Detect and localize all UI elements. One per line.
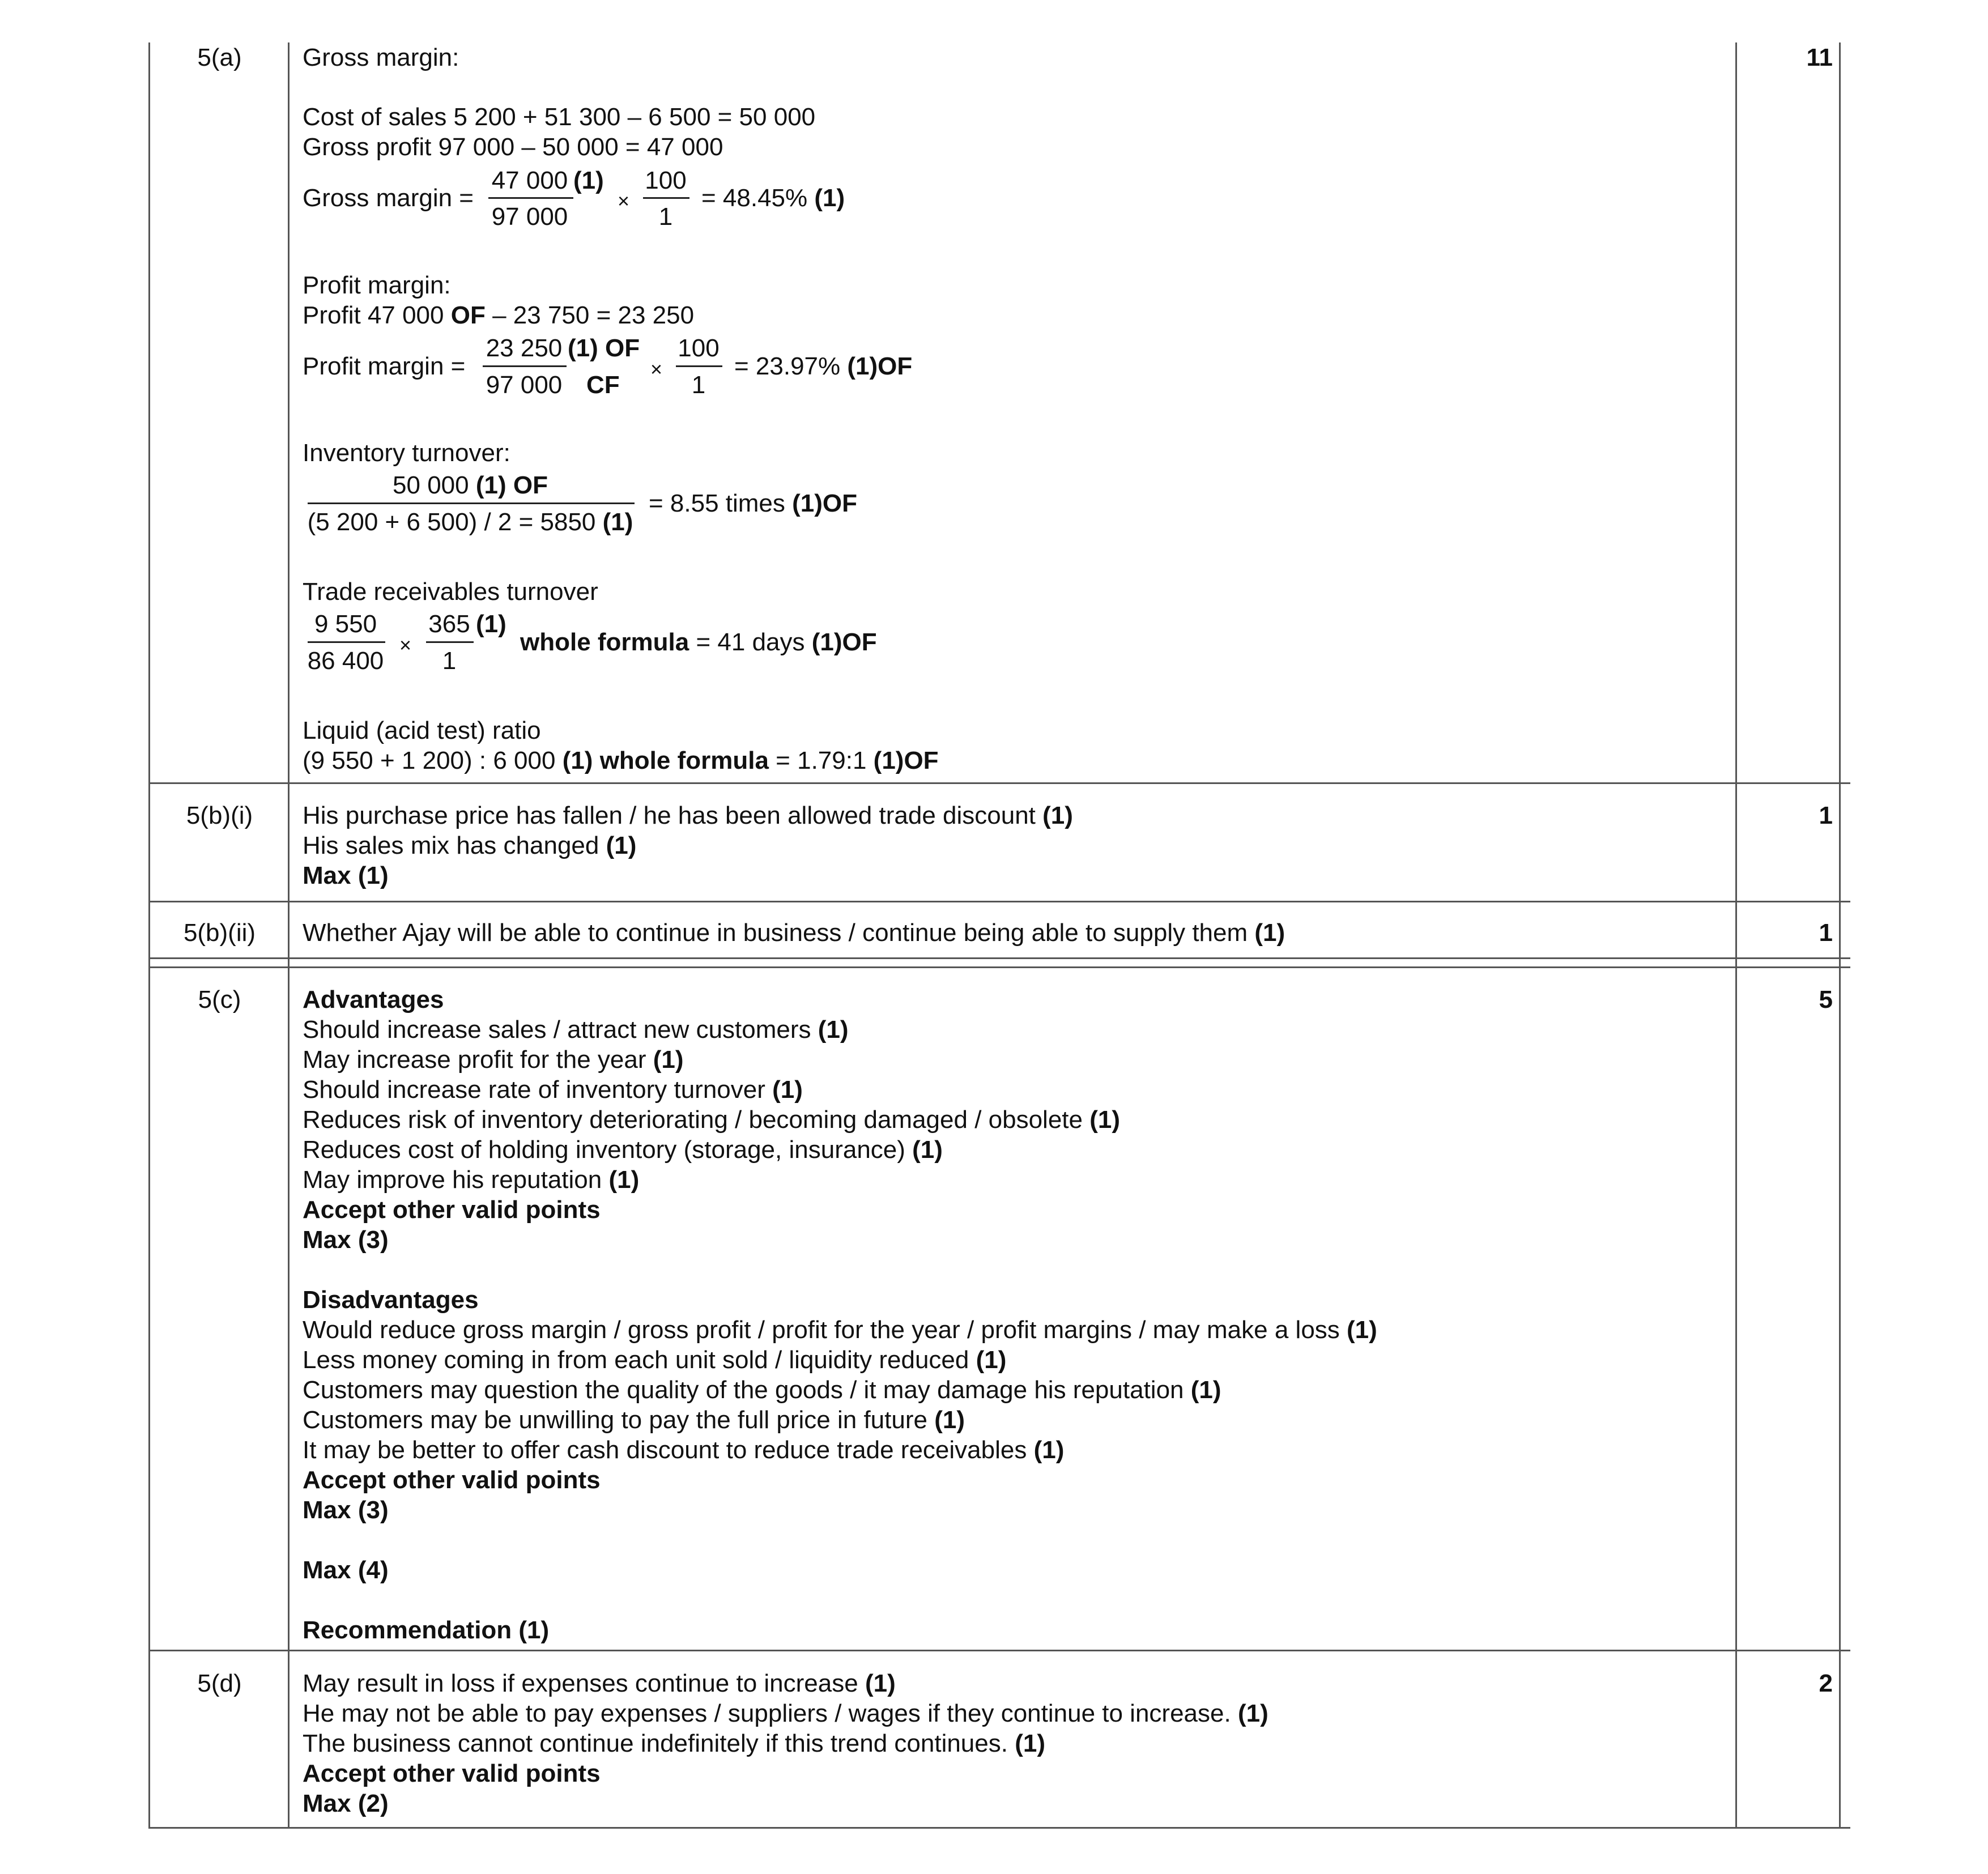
- it-result: [649, 488, 857, 518]
- answer-text: May increase profit for the year: [303, 1046, 646, 1074]
- mark-value: (1): [1347, 1316, 1377, 1344]
- answer-text: May improve his reputation: [303, 1166, 602, 1194]
- mark-value: (1): [1237, 1700, 1268, 1727]
- marks-value: 1: [1819, 802, 1833, 829]
- recommendation-line: [303, 1615, 1730, 1645]
- col-divider-right: [1839, 42, 1841, 1829]
- mark-value: (1): [1042, 802, 1073, 829]
- gm-denominator: 97 000: [491, 203, 568, 231]
- max-text: Max (2): [303, 1790, 389, 1817]
- lr-formula: (9 550 + 1 200) : 6 000: [303, 747, 556, 774]
- answer-text: Customers may be unwilling to pay the full price in future: [303, 1406, 927, 1434]
- max-text: Max (4): [303, 1556, 389, 1584]
- it-numerator-value: 50 000: [393, 471, 469, 499]
- tr-whole-formula: whole formula: [520, 628, 689, 656]
- tr-denominator-2: 1: [442, 647, 457, 675]
- gm-result: [701, 183, 845, 213]
- mark-value: (1): [818, 1016, 849, 1044]
- pm-result: [734, 351, 912, 381]
- pm-denominator: 97 000: [486, 371, 563, 399]
- answer-text: Should increase sales / attract new customers: [303, 1016, 811, 1044]
- answer-text: Whether Ajay will be able to continue in business / continue being able to supply them: [303, 919, 1248, 947]
- list-item: [303, 1315, 1730, 1345]
- list-item: [303, 1135, 1730, 1165]
- pm-numerator-2: 100: [678, 334, 720, 362]
- answer-text: Would reduce gross margin / gross profit / profit for the year / profit margins / may make a loss: [303, 1316, 1340, 1344]
- gm-result-value: = 48.45%: [701, 184, 808, 212]
- pm-denominator-mark: CF: [586, 371, 620, 399]
- question-number: 5(b)(i): [186, 802, 253, 829]
- tr-result-mark: (1)OF: [811, 628, 877, 656]
- mark-value: (1): [772, 1076, 803, 1104]
- mark-value: (1): [912, 1136, 943, 1164]
- list-item: [303, 1075, 1730, 1105]
- answer-line: [303, 800, 1730, 830]
- row-divider: [148, 901, 1850, 902]
- it-denominator-mark: (1): [602, 508, 633, 536]
- row-divider: [148, 782, 1850, 784]
- question-number: 5(c): [198, 986, 241, 1013]
- accept-line: [303, 1195, 1730, 1225]
- answer-line: [303, 830, 1730, 861]
- liquid-ratio-line: [303, 746, 939, 776]
- spacer: [303, 1525, 1730, 1555]
- mark-value: (1): [1254, 919, 1285, 947]
- spacer: [303, 1255, 1730, 1285]
- it-numerator: [306, 470, 635, 500]
- row-divider: [148, 957, 1850, 959]
- profit-margin-label: Profit margin:: [303, 271, 451, 299]
- mark-value: (1): [653, 1046, 684, 1074]
- marks-value: 2: [1819, 1669, 1833, 1697]
- mark-value: (1): [934, 1406, 965, 1434]
- answer-cell: [303, 985, 1730, 1645]
- answer-text: His sales mix has changed: [303, 832, 599, 859]
- pm-result-value: = 23.97%: [734, 352, 841, 380]
- mark-value: (1): [976, 1346, 1007, 1374]
- fraction-bar: [488, 197, 573, 199]
- lr-result-mark: (1)OF: [873, 747, 939, 774]
- fraction-bar: [483, 365, 567, 367]
- mark-value: (1): [865, 1669, 896, 1697]
- fraction-bar: [426, 641, 474, 643]
- max-line: [303, 1495, 1730, 1525]
- answer-cell: [303, 918, 1730, 948]
- marks-value: 5: [1819, 986, 1833, 1013]
- pm-denominator-2: 1: [691, 371, 706, 399]
- mark-value: (1): [608, 1166, 640, 1194]
- accept-line: [303, 1465, 1730, 1495]
- tr-result-value: = 41 days: [696, 628, 805, 656]
- answer-line: [303, 1728, 1730, 1758]
- col-divider-marks: [1735, 42, 1737, 1829]
- spacer: [303, 1585, 1730, 1615]
- trade-receivables-label: Trade receivables turnover: [303, 578, 598, 606]
- answer-line: [303, 1668, 1730, 1698]
- max-text: Max (3): [303, 1226, 389, 1254]
- it-result-value: = 8.55 times: [649, 489, 785, 517]
- tr-numerator: 9 550: [314, 610, 377, 638]
- it-numerator-mark: (1) OF: [475, 471, 548, 499]
- section-heading: [303, 1285, 1730, 1315]
- question-number: 5(d): [197, 1669, 242, 1697]
- question-number: 5(a): [197, 44, 242, 71]
- pm-numerator: 23 250: [486, 334, 563, 362]
- gm-prefix: Gross margin =: [303, 184, 474, 212]
- max-line: [303, 1555, 1730, 1585]
- answer-text: His purchase price has fallen / he has been allowed trade discount: [303, 802, 1036, 829]
- tr-denominator: 86 400: [307, 647, 384, 675]
- question-number: 5(b)(ii): [183, 919, 256, 947]
- mark-value: (1): [1089, 1106, 1121, 1134]
- answer-text: Should increase rate of inventory turnover: [303, 1076, 765, 1104]
- mark-value: (1): [1033, 1436, 1065, 1464]
- section-heading: [303, 985, 1730, 1015]
- mark-value: (1): [1015, 1730, 1045, 1757]
- inventory-turnover-label: Inventory turnover:: [303, 439, 510, 467]
- answer-cell: [303, 1668, 1730, 1818]
- answer-cell: [303, 800, 1730, 891]
- fraction-bar: [676, 365, 722, 367]
- answer-text: May result in loss if expenses continue to increase: [303, 1669, 858, 1697]
- list-item: [303, 1375, 1730, 1405]
- tr-result: [520, 627, 877, 657]
- tr-numerator-2: 365: [428, 610, 470, 638]
- max-text: Max (3): [303, 1496, 389, 1524]
- row-divider: [148, 966, 1850, 968]
- answer-line: [303, 918, 1730, 948]
- list-item: [303, 1045, 1730, 1075]
- list-item: [303, 1015, 1730, 1045]
- answer-text: The business cannot continue indefinitely if this trend continues.: [303, 1730, 1008, 1757]
- it-denominator-value: (5 200 + 6 500) / 2 = 5850: [307, 508, 596, 536]
- fraction-bar: [308, 641, 385, 643]
- answer-text: He may not be able to pay expenses / suppliers / wages if they continue to increase.: [303, 1700, 1231, 1727]
- disadvantages-heading: Disadvantages: [303, 1286, 479, 1314]
- list-item: [303, 1165, 1730, 1195]
- gm-denominator-2: 1: [658, 203, 673, 231]
- answer-text: Reduces risk of inventory deteriorating / becoming damaged / obsolete: [303, 1106, 1083, 1134]
- answer-line: [303, 1698, 1730, 1728]
- row-divider: [148, 1650, 1850, 1651]
- it-result-mark: (1)OF: [792, 489, 858, 517]
- accept-text: Accept other valid points: [303, 1466, 601, 1494]
- accept-text: Accept other valid points: [303, 1760, 601, 1787]
- times-symbol: ×: [650, 357, 663, 381]
- tr-numerator-2-mark: (1): [476, 610, 506, 638]
- gross-profit-line: Gross profit 97 000 – 50 000 = 47 000: [303, 133, 723, 161]
- advantages-heading: Advantages: [303, 986, 444, 1013]
- times-symbol: ×: [618, 189, 630, 212]
- fraction-bar: [308, 502, 635, 504]
- gm-numerator-mark: (1): [573, 167, 604, 194]
- liquid-ratio-label: Liquid (acid test) ratio: [303, 717, 541, 744]
- pm-numerator-mark: (1) OF: [568, 334, 640, 362]
- profit-of: OF: [450, 301, 486, 329]
- profit-line-a: Profit 47 000: [303, 301, 444, 329]
- accept-text: Accept other valid points: [303, 1196, 601, 1224]
- it-denominator: [306, 507, 635, 537]
- answer-text: Reduces cost of holding inventory (storage, insurance): [303, 1136, 905, 1164]
- cost-of-sales-line: Cost of sales 5 200 + 51 300 – 6 500 = 50 000: [303, 103, 816, 131]
- row-divider: [148, 1827, 1850, 1829]
- list-item: [303, 1435, 1730, 1465]
- list-item: [303, 1405, 1730, 1435]
- answer-text: Less money coming in from each unit sold / liquidity reduced: [303, 1346, 969, 1374]
- marks-value: 11: [1806, 44, 1833, 71]
- profit-line-b: – 23 750 = 23 250: [492, 301, 695, 329]
- mark-value: (1): [606, 832, 637, 859]
- answer-text: It may be better to offer cash discount to reduce trade receivables: [303, 1436, 1027, 1464]
- recommendation-text: Recommendation (1): [303, 1616, 550, 1644]
- max-line: [303, 861, 1730, 891]
- accept-line: [303, 1758, 1730, 1788]
- pm-prefix: Profit margin =: [303, 352, 466, 380]
- profit-line: [303, 300, 694, 330]
- max-line: [303, 1788, 1730, 1818]
- gross-margin-label: Gross margin:: [303, 44, 459, 71]
- marks-value: 1: [1819, 919, 1833, 947]
- answer-text: Customers may question the quality of the goods / it may damage his reputation: [303, 1376, 1184, 1404]
- fraction-bar: [643, 197, 689, 199]
- max-line: [303, 1225, 1730, 1255]
- times-symbol: ×: [399, 633, 412, 657]
- list-item: [303, 1345, 1730, 1375]
- gm-numerator: 47 000: [491, 167, 568, 194]
- lr-mark: (1) whole formula: [562, 747, 769, 774]
- mark-value: (1): [1190, 1376, 1221, 1404]
- list-item: [303, 1105, 1730, 1135]
- lr-result: = 1.79:1: [776, 747, 867, 774]
- gm-numerator-2: 100: [645, 167, 687, 194]
- max-text: Max (1): [303, 862, 389, 889]
- gm-result-mark: (1): [814, 184, 845, 212]
- pm-result-mark: (1)OF: [847, 352, 913, 380]
